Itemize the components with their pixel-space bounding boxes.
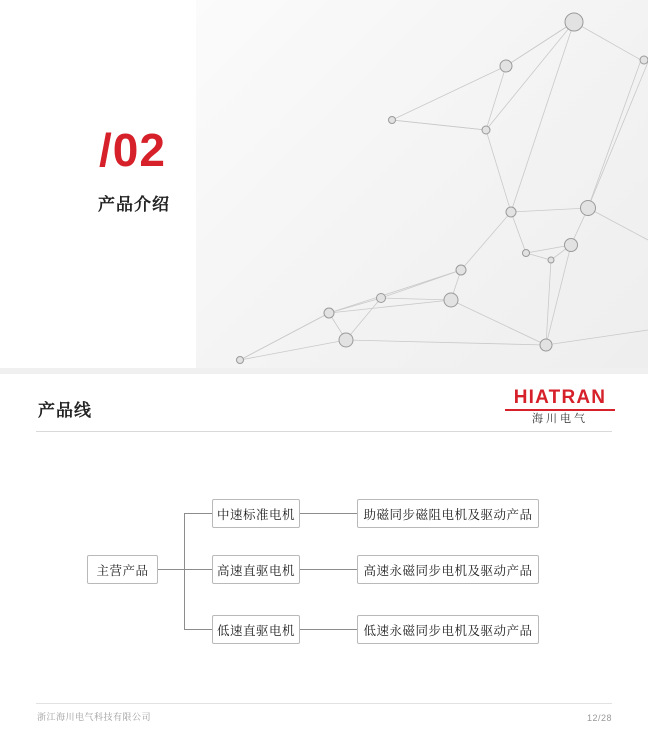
section-divider-slide: [0, 0, 648, 368]
section-title: 产品介绍: [98, 195, 170, 214]
logo-brand-cn: 海川电气: [532, 413, 588, 425]
page-title: 产品线: [38, 401, 92, 420]
connector-root-trunk: [158, 569, 184, 570]
connector-trunk-mid-2: [184, 569, 212, 570]
diagram-category-node: 中速标准电机: [212, 499, 300, 528]
section-divider-text-panel: [0, 0, 196, 368]
diagram-category-node: 低速直驱电机: [212, 615, 300, 644]
connector-trunk-vertical: [184, 513, 185, 630]
connector-mid-leaf-2: [300, 569, 357, 570]
connector-trunk-mid-3: [184, 629, 212, 630]
diagram-product-node: 助磁同步磁阻电机及驱动产品: [357, 499, 539, 528]
footer-divider: [36, 703, 612, 704]
product-line-diagram: [0, 374, 648, 737]
section-number: /02: [99, 124, 166, 176]
diagram-category-node: 高速直驱电机: [212, 555, 300, 584]
diagram-root-node: 主营产品: [87, 555, 158, 584]
network-graphic-panel: [196, 0, 648, 368]
footer-page-number: 12/28: [586, 713, 612, 723]
connector-mid-leaf-3: [300, 629, 357, 630]
connector-trunk-mid-1: [184, 513, 212, 514]
footer-company: 浙江海川电气科技有限公司: [37, 712, 152, 722]
diagram-product-node: 高速永磁同步电机及驱动产品: [357, 555, 539, 584]
diagram-product-node: 低速永磁同步电机及驱动产品: [357, 615, 539, 644]
network-node-illustration: [196, 0, 648, 368]
connector-mid-leaf-1: [300, 513, 357, 514]
logo-brand-en: HIATRAN: [513, 387, 607, 408]
